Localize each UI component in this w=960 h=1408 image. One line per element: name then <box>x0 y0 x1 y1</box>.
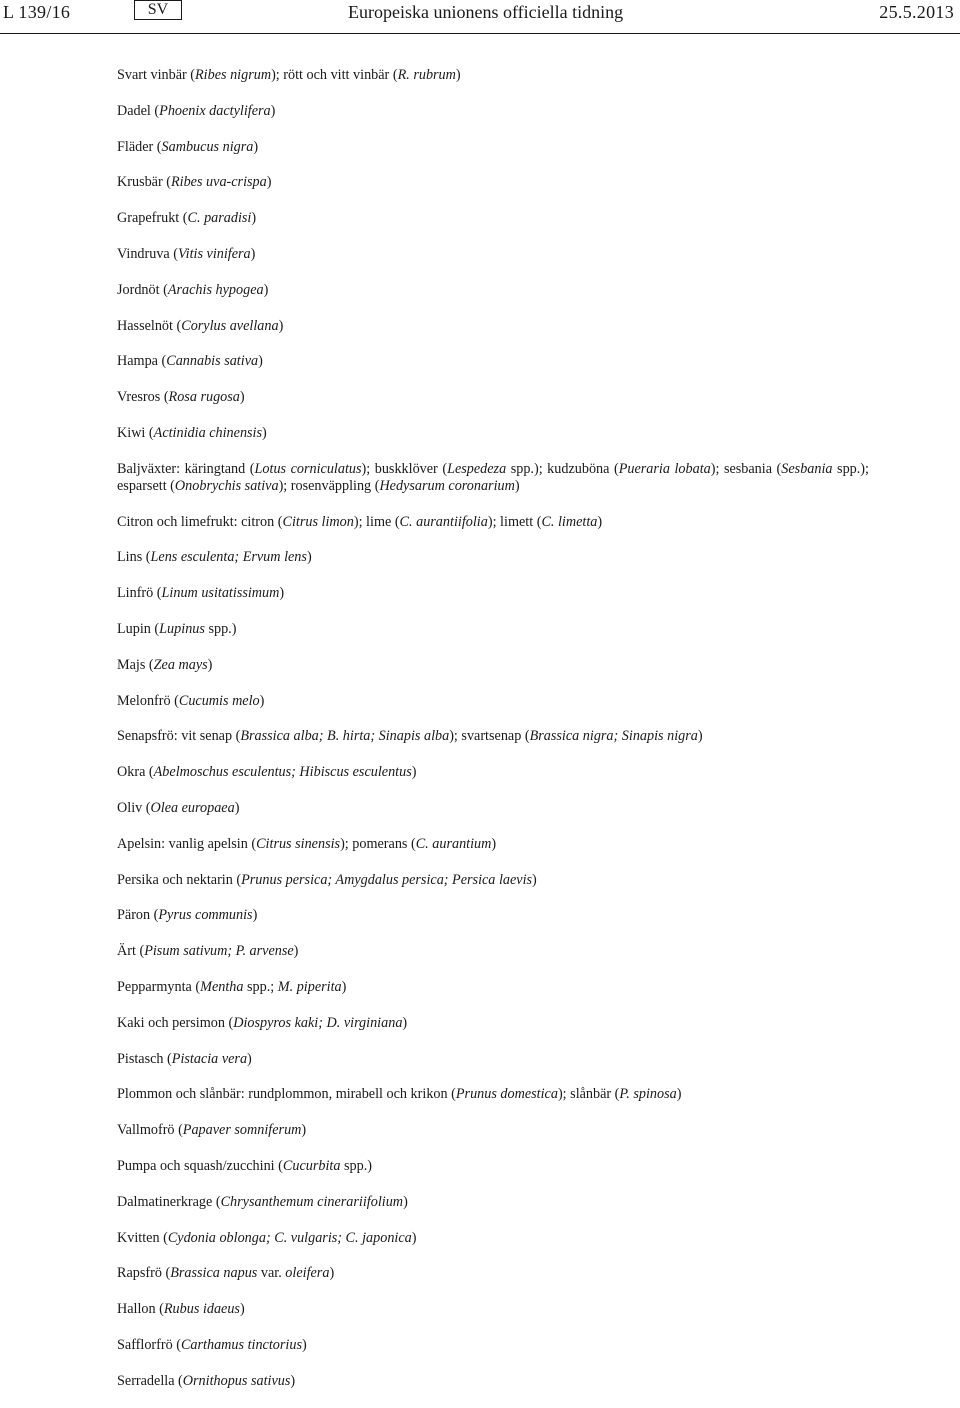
list-item <box>117 979 869 996</box>
entry-text: Apelsin: vanlig apelsin ( <box>117 835 257 852</box>
entry-text: Safflorfrö ( <box>117 1336 181 1353</box>
entry-text: Hampa ( <box>117 353 167 370</box>
entry-text: Pepparmynta ( <box>117 978 201 995</box>
entry-text: Linfrö ( <box>117 585 162 602</box>
scientific-name: Corylus avellana <box>181 317 279 334</box>
scientific-name: Pistacia vera <box>171 1050 248 1067</box>
entry-text: ) <box>402 1014 408 1031</box>
scientific-name: oleifera <box>285 1265 330 1282</box>
entry-text: spp.); kudzuböna ( <box>506 460 619 477</box>
entry-text: ) <box>514 477 520 494</box>
entry-text: Lupin ( <box>117 620 160 637</box>
list-item <box>117 210 869 227</box>
list-item <box>117 1015 869 1032</box>
list-item <box>117 103 869 120</box>
entry-text: spp.; <box>243 978 278 995</box>
entry-text: ) <box>532 871 537 888</box>
list-item <box>117 693 869 710</box>
entry-text: ) <box>491 835 497 852</box>
list-item <box>117 1265 869 1282</box>
entry-text: Baljväxter: käringtand ( <box>117 460 255 477</box>
list-item <box>117 1122 869 1139</box>
entry-text: ) <box>278 317 284 334</box>
list-item <box>117 389 869 406</box>
entry-text: Päron ( <box>117 907 159 924</box>
scientific-name: C. aurantiifolia <box>399 513 488 530</box>
entry-text: ) <box>251 210 257 227</box>
scientific-name: Mentha <box>200 978 244 995</box>
scientific-name: Prunus domestica <box>455 1086 558 1103</box>
entry-text: Senapsfrö: vit senap ( <box>117 728 241 745</box>
entry-text: ) <box>411 1229 417 1246</box>
list-item <box>117 1194 869 1211</box>
entry-text: Pistasch ( <box>117 1050 172 1067</box>
entry-text: Dadel ( <box>117 102 160 119</box>
scientific-name: Ribes uva-crispa <box>170 174 267 191</box>
entry-text: Serradella ( <box>117 1372 183 1389</box>
page-reference: L 139/16 <box>3 2 71 22</box>
entry-text: Pumpa och squash/zucchini ( <box>117 1157 283 1174</box>
entry-text: ) <box>258 353 263 370</box>
scientific-name: P. spinosa <box>619 1086 677 1103</box>
entry-text: ) <box>341 978 347 995</box>
list-item <box>117 1301 869 1318</box>
entry-text: Dalmatinerkrage ( <box>117 1193 221 1210</box>
entry-text: Hallon ( <box>117 1301 164 1318</box>
list-item <box>117 836 869 853</box>
entry-text: ) <box>250 245 256 262</box>
species-list <box>117 67 869 1408</box>
scientific-name: Brassica napus <box>170 1265 258 1282</box>
scientific-name: Ornithopus sativus <box>182 1372 291 1389</box>
list-item <box>117 728 869 745</box>
entry-text: Rapsfrö ( <box>117 1265 171 1282</box>
entry-text: ) <box>301 1122 307 1139</box>
scientific-name: Sesbania <box>781 460 833 477</box>
scientific-name: Onobrychis sativa <box>174 477 279 494</box>
scientific-name: Zea mays <box>153 656 208 673</box>
scientific-name: Citrus sinensis <box>256 835 341 852</box>
list-item <box>117 67 869 84</box>
scientific-name: C. aurantium <box>415 835 492 852</box>
scientific-name: Lotus corniculatus <box>254 460 362 477</box>
entry-text: ); sesbania ( <box>710 460 782 477</box>
list-item <box>117 549 869 566</box>
scientific-name: Vitis vinifera <box>178 245 251 262</box>
list-item <box>117 353 869 370</box>
entry-text: Citron och limefrukt: citron ( <box>117 513 283 530</box>
entry-text: Vindruva ( <box>117 245 179 262</box>
page-header <box>0 0 960 36</box>
list-item <box>117 1158 869 1175</box>
entry-text: ) <box>597 513 603 530</box>
entry-text: ) <box>263 281 269 298</box>
publication-date: 25.5.2013 <box>879 2 954 22</box>
scientific-name: Prunus persica; Amygdalus persica; Persica laevis <box>241 871 533 888</box>
entry-text: ) <box>676 1086 682 1103</box>
entry-text: spp.) <box>340 1157 372 1174</box>
list-item <box>117 621 869 638</box>
entry-text: ) <box>259 692 265 709</box>
scientific-name: M. piperita <box>277 978 342 995</box>
scientific-name: Diospyros kaki; D. virginiana <box>233 1014 403 1031</box>
scientific-name: Pueraria lobata <box>618 460 711 477</box>
entry-text: Oliv ( <box>117 799 151 816</box>
entry-text: Plommon och slånbär: rundplommon, mirabell och krikon ( <box>117 1086 456 1103</box>
entry-text: spp.); esparsett ( <box>117 460 869 494</box>
entry-text: ) <box>329 1265 335 1282</box>
header-divider <box>0 33 960 34</box>
scientific-name: Lens esculenta; Ervum lens <box>150 549 307 566</box>
entry-text: ); limett ( <box>487 513 542 530</box>
entry-text: ) <box>252 907 258 924</box>
scientific-name: R. rubrum <box>397 67 456 83</box>
entry-text: Majs ( <box>117 656 154 673</box>
entry-text: spp.) <box>204 620 237 637</box>
entry-text: ) <box>266 174 272 191</box>
entry-text: Ärt ( <box>117 943 145 960</box>
entry-text: Persika och nektarin ( <box>117 871 242 888</box>
scientific-name: Cucumis melo <box>178 692 260 709</box>
entry-text: Grapefrukt ( <box>117 210 188 227</box>
list-item <box>117 246 869 263</box>
list-item <box>117 907 869 924</box>
list-item <box>117 1230 869 1247</box>
entry-text: Lins ( <box>117 549 151 566</box>
list-item <box>117 282 869 299</box>
entry-text: ) <box>262 424 267 441</box>
entry-text: ) <box>306 549 312 566</box>
entry-text: Melonfrö ( <box>117 692 179 709</box>
entry-text: ); rosenväppling ( <box>278 477 380 494</box>
scientific-name: Abelmoschus esculentus; Hibiscus esculentus <box>153 764 412 781</box>
entry-text: ) <box>234 799 240 816</box>
entry-text: Okra ( <box>117 764 154 781</box>
entry-text: ) <box>239 389 245 406</box>
scientific-name: Brassica nigra; Sinapis nigra <box>529 728 698 745</box>
entry-text: ); lime ( <box>353 513 400 530</box>
scientific-name: Actinidia chinensis <box>153 424 263 441</box>
entry-text: Kvitten ( <box>117 1229 168 1246</box>
entry-text: ); buskklöver ( <box>361 460 448 477</box>
entry-text: Svart vinbär ( <box>117 67 196 83</box>
scientific-name: Citrus limon <box>282 513 354 530</box>
entry-text: Krusbär ( <box>117 174 171 191</box>
entry-text: ); rött och vitt vinbär ( <box>271 67 398 83</box>
scientific-name: Lupinus <box>159 620 205 637</box>
list-item <box>117 764 869 781</box>
entry-text: ); slånbär ( <box>557 1086 620 1103</box>
entry-text: var. <box>257 1265 286 1282</box>
list-item <box>117 425 869 442</box>
scientific-name: Ribes nigrum <box>195 67 272 83</box>
entry-text: Vresros ( <box>117 389 169 406</box>
list-item <box>117 943 869 960</box>
scientific-name: Rosa rugosa <box>168 389 240 406</box>
entry-text: ) <box>403 1193 408 1210</box>
entry-text: ) <box>239 1301 245 1318</box>
list-item <box>117 514 869 531</box>
entry-text: ) <box>207 656 213 673</box>
entry-text: ) <box>279 585 285 602</box>
scientific-name: Cannabis sativa <box>166 353 259 370</box>
entry-text: ) <box>270 102 276 119</box>
list-item <box>117 1337 869 1354</box>
scientific-name: Chrysanthemum cinerariifolium <box>220 1193 404 1210</box>
list-item <box>117 800 869 817</box>
entry-text: Hasselnöt ( <box>117 317 182 334</box>
scientific-name: Rubus idaeus <box>163 1301 240 1318</box>
scientific-name: C. limetta <box>541 513 598 530</box>
entry-text: Jordnöt ( <box>117 281 168 298</box>
entry-text: ) <box>301 1336 307 1353</box>
scientific-name: Cucurbita <box>282 1157 341 1174</box>
scientific-name: Phoenix dactylifera <box>159 102 271 119</box>
entry-text: ) <box>455 67 461 83</box>
list-item <box>117 585 869 602</box>
scientific-name: Papaver somniferum <box>182 1122 302 1139</box>
entry-text: ) <box>293 943 299 960</box>
entry-text: ) <box>247 1050 252 1067</box>
entry-text: ) <box>290 1372 296 1389</box>
list-item <box>117 657 869 674</box>
entry-text: ) <box>411 764 417 781</box>
scientific-name: Pyrus communis <box>158 907 253 924</box>
scientific-name: Sambucus nigra <box>161 138 254 155</box>
scientific-name: Linum usitatissimum <box>161 585 280 602</box>
scientific-name: Lespedeza <box>447 460 507 477</box>
scientific-name: Olea europaea <box>150 799 235 816</box>
entry-text: ); pomerans ( <box>340 835 416 852</box>
scientific-name: Pisum sativum; P. arvense <box>144 943 294 960</box>
list-item <box>117 1051 869 1068</box>
list-item <box>117 174 869 191</box>
entry-text: Kaki och persimon ( <box>117 1014 234 1031</box>
scientific-name: Brassica alba; B. hirta; Sinapis alba <box>240 728 450 745</box>
scientific-name: C. paradisi <box>187 210 252 227</box>
list-item <box>117 1373 869 1390</box>
list-item <box>117 318 869 335</box>
language-badge: SV <box>134 0 182 20</box>
scientific-name: Arachis hypogea <box>167 281 264 298</box>
entry-text: ); svartsenap ( <box>449 728 530 745</box>
list-item <box>117 872 869 889</box>
entry-text: ) <box>697 728 703 745</box>
entry-text: Fläder ( <box>117 138 162 155</box>
list-item <box>117 1086 869 1103</box>
entry-text: Vallmofrö ( <box>117 1122 183 1139</box>
journal-title: Europeiska unionens officiella tidning <box>348 2 624 22</box>
scientific-name: Hedysarum coronarium <box>379 477 515 494</box>
entry-text: Kiwi ( <box>117 424 154 441</box>
scientific-name: Cydonia oblonga; C. vulgaris; C. japonica <box>167 1229 412 1246</box>
entry-text: ) <box>253 138 259 155</box>
list-item <box>117 139 869 156</box>
list-item <box>117 461 869 495</box>
scientific-name: Carthamus tinctorius <box>180 1336 302 1353</box>
